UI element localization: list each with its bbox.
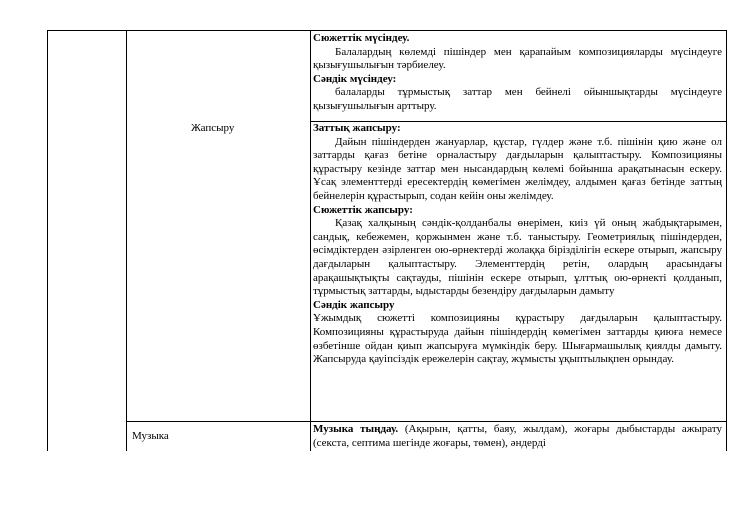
zhapsyru-cell: [313, 122, 722, 367]
mushindeu-syuzhet-text: Балалардың көлемді пішіндер мен қарапайым композицияларды мүсіндеуге қызығушылығын тәрбиелеу.: [313, 45, 722, 72]
mushindeu-sandik-text: балаларды тұрмыстық заттар мен бейнелі ойыншықтарды мүсіндеуге қызығушылығын арттыру.: [313, 86, 722, 112]
zattyk-text: Дайын пішіндерден жануарлар, құстар, гүлдер және т.б. пішінін қию және ол заттарды қағаз бетіне орналастыру дағдыларын қалыптастыру. Композицияны құрастыру кезінде заттар мен нысандардың көлемі бойынша арақатынасын ескеру. Ұсақ элементтерді ересектердің көмегімен желімдеу, алдымен қағаз бетінде заттың бейнелерін құрастырып, содан кейін оны желімдеу.: [313, 135, 722, 202]
mushindeu-syuzhet-heading: Сюжеттік мүсіндеу.: [313, 32, 410, 44]
mushindeu-cell: [313, 32, 722, 114]
sandik-zhapsyru-heading: Сәндік жапсыру: [313, 298, 395, 311]
table-border-left: [47, 30, 48, 451]
syuzhet-zhapsyru-heading: Сюжеттік жапсыру:: [313, 203, 413, 216]
syuzhet-zhapsyru-text: Қазақ халқының сәндік-қолданбалы өнерімен, киіз үй оның жабдықтарымен, сандық, кебежемен, қоржынмен және т.б. таныстыру. Геометриялық пішіндерден, өсімдіктерден әзірленген ою-өрнектерді жолаққа бірізділігін ескере отырып, жапсыру дағдыларын қалыптастыру. Элементтердің ретін, олардың арасындағы арақашықтықты сақтауды, пішінін ескере отырып, ұлттық ою-өрнекті қолданып, тұрмыстық заттарды, ыдыстарды безендіру дағдыларын дамыту: [313, 217, 722, 298]
muzyka-label: Музыка: [132, 430, 169, 442]
sandik-zhapsyru-text: Ұжымдық сюжетті композицияны құрастыру дағдыларын қалыптастыру. Композицияны құрастыруда дайын пішіндердің көмегімен заттарды қиюға немесе өзбетінше ойдан қиып жапсыруға мүмкіндік беру. Шығармашылық қиялды дамыту. Жапсыруда қауіпсіздік ережелерін сақтау, жұмысты ұқыптылықпен орындау.: [313, 312, 722, 366]
table-border-top: [47, 30, 727, 31]
table-border-right: [726, 30, 727, 451]
muzyka-heading: Музыка тыңдау.: [313, 423, 399, 435]
row-divider-muzyka: [126, 421, 727, 422]
muzyka-cell: [313, 423, 722, 450]
column-divider-2: [310, 30, 311, 451]
zattyk-heading: Заттық жапсыру:: [313, 122, 401, 134]
mushindeu-sandik-heading: Сәндік мүсіндеу:: [313, 72, 397, 85]
muzyka-text: (Ақырын, қатты, баяу, жылдам), жоғары дыбыстарды ажырату (секста, септима шегінде жоғары, төмен), әндерді: [313, 423, 722, 449]
zhapsyru-label: Жапсыру: [191, 122, 235, 134]
column-divider-1: [126, 30, 127, 451]
